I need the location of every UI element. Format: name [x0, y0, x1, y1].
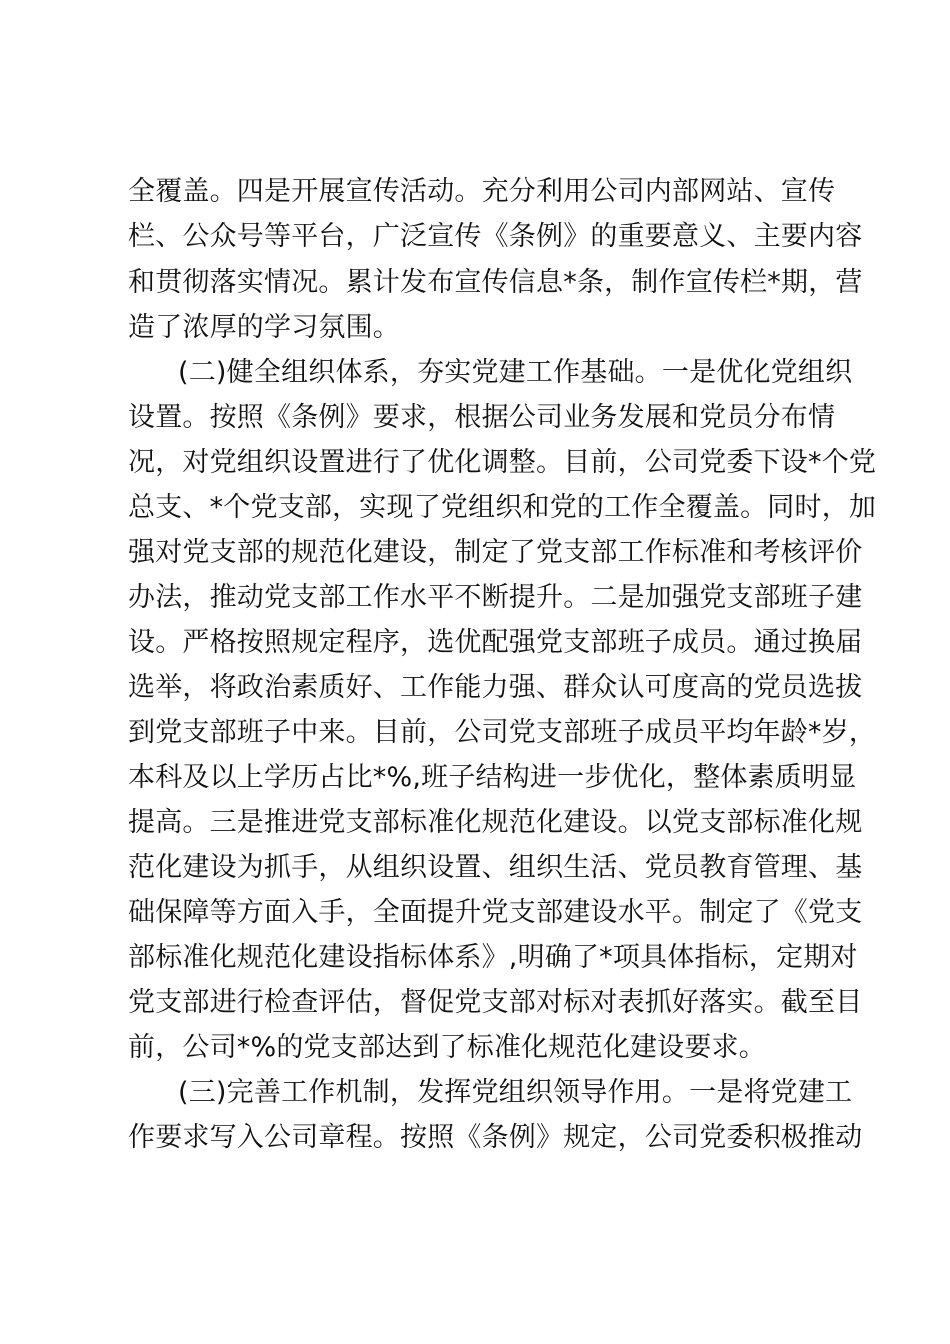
- text-line: 党支部进行检查评估，督促党支部对标对表抓好落实。截至目: [128, 987, 863, 1018]
- text-line: 选举，将政治素质好、工作能力强、群众认可度高的党员选拔: [128, 672, 863, 703]
- text-line: 到党支部班子中来。目前，公司党支部班子成员平均年龄*岁，: [128, 717, 877, 748]
- text-line: 本科及以上学历占比*%,班子结构进一步优化，整体素质明显: [128, 762, 857, 793]
- text-line: 栏、公众号等平台，广泛宣传《条例》的重要意义、主要内容: [128, 221, 863, 252]
- text-line: 况，对党组织设置进行了优化调整。目前，公司党委下设*个党: [128, 447, 877, 478]
- text-line: 提高。三是推进党支部标准化规范化建设。以党支部标准化规: [128, 807, 863, 838]
- text-line: 全覆盖。四是开展宣传活动。充分利用公司内部网站、宣传: [128, 176, 836, 207]
- text-line: 作要求写入公司章程。按照《条例》规定，公司党委积极推动: [128, 1122, 863, 1153]
- text-line: 总支、*个党支部，实现了党组织和党的工作全覆盖。同时，加: [128, 492, 877, 523]
- paragraph-heading-line: (三)完善工作机制，发挥党组织领导作用。一是将党建工: [178, 1077, 853, 1108]
- text-line: 设置。按照《条例》要求，根据公司业务发展和党员分布情: [128, 402, 836, 433]
- text-line: 础保障等方面入手，全面提升党支部建设水平。制定了《党支: [128, 897, 863, 928]
- paragraph-heading-line: (二)健全组织体系，夯实党建工作基础。一是优化党组织: [178, 357, 853, 388]
- text-line: 和贯彻落实情况。累计发布宣传信息*条，制作宣传栏*期，营: [128, 267, 863, 298]
- text-line: 设。严格按照规定程序，选优配强党支部班子成员。通过换届: [128, 627, 863, 658]
- text-line: 范化建设为抓手，从组织设置、组织生活、党员教育管理、基: [128, 852, 863, 883]
- text-line: 部标准化规范化建设指标体系》,明确了*项具体指标，定期对: [128, 942, 858, 973]
- text-line: 造了浓厚的学习氛围。: [128, 312, 400, 343]
- text-line: 前，公司*%的党支部达到了标准化规范化建设要求。: [128, 1032, 766, 1063]
- text-line: 强对党支部的规范化建设，制定了党支部工作标准和考核评价: [128, 537, 863, 568]
- text-line: 办法，推动党支部工作水平不断提升。二是加强党支部班子建: [128, 582, 863, 613]
